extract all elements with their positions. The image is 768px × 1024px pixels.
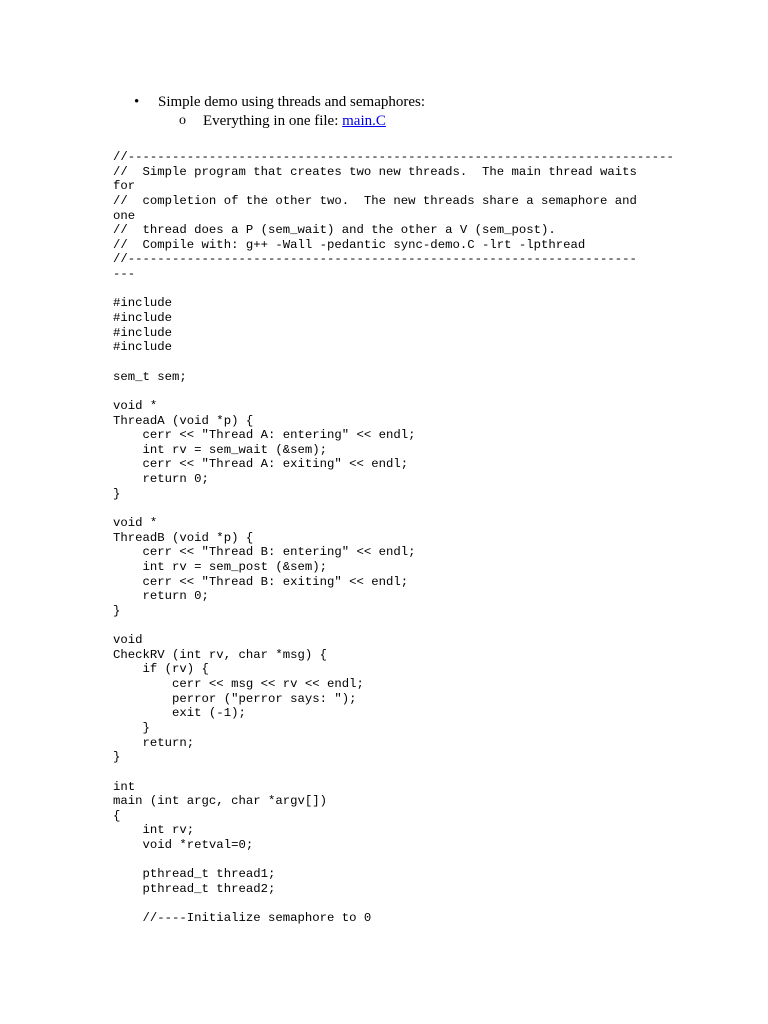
code-line: cerr << "Thread A: entering" << endl;	[113, 428, 416, 443]
code-listing	[113, 150, 673, 926]
bullet-item-text: Simple demo using threads and semaphores:	[158, 94, 426, 110]
code-line	[113, 282, 673, 297]
main-c-link[interactable]: main.C	[342, 113, 386, 129]
code-line: ThreadB (void *p) {	[113, 530, 254, 545]
code-line: exit (-1);	[113, 706, 246, 721]
code-line: cerr << "Thread B: exiting" << endl;	[113, 574, 409, 589]
code-line: #include	[113, 340, 173, 355]
code-line: int rv;	[113, 823, 195, 838]
code-line: //---------------------------------------------------------------------	[113, 252, 637, 267]
code-line: void	[113, 633, 143, 648]
bullet-circle-icon: o	[179, 113, 186, 128]
code-line: ---	[113, 267, 136, 282]
code-line: return 0;	[113, 472, 209, 487]
code-line: }	[113, 720, 150, 735]
code-line: sem_t sem;	[113, 369, 187, 384]
code-line: return;	[113, 735, 195, 750]
code-line: void *retval=0;	[113, 838, 254, 853]
code-line: for	[113, 179, 136, 194]
code-line: //--------------------------------------------------------------------------	[113, 150, 674, 164]
code-line: if (rv) {	[113, 662, 209, 677]
code-line: // completion of the other two. The new threads share a semaphore and	[113, 193, 637, 208]
code-line: void *	[113, 398, 158, 413]
code-line: // Simple program that creates two new threads. The main thread waits	[113, 164, 637, 179]
code-line: int rv = sem_post (&sem);	[113, 559, 328, 574]
code-line: main (int argc, char *argv[])	[113, 794, 328, 809]
code-line	[113, 355, 673, 370]
bullet-disc-icon: •	[134, 94, 140, 110]
code-line: }	[113, 603, 121, 618]
code-line: //----Initialize semaphore to 0	[113, 911, 372, 926]
code-line: one	[113, 208, 136, 223]
code-line: int	[113, 779, 136, 794]
code-line: return 0;	[113, 589, 209, 604]
code-line: void *	[113, 516, 158, 531]
code-line: CheckRV (int rv, char *msg) {	[113, 647, 328, 662]
subitem-prefix: Everything in one file:	[203, 113, 343, 129]
code-line: perror ("perror says: ");	[113, 691, 357, 706]
code-line: int rv = sem_wait (&sem);	[113, 442, 328, 457]
code-line: pthread_t thread1;	[113, 867, 276, 882]
code-line: cerr << "Thread A: exiting" << endl;	[113, 457, 409, 472]
code-line	[113, 765, 673, 780]
code-line	[113, 501, 673, 516]
code-line: cerr << "Thread B: entering" << endl;	[113, 545, 416, 560]
code-line: #include	[113, 296, 173, 311]
code-line	[113, 619, 673, 634]
code-line: {	[113, 808, 121, 823]
code-line: #include	[113, 311, 173, 326]
code-line	[113, 853, 673, 868]
code-line: cerr << msg << rv << endl;	[113, 677, 364, 692]
code-line	[113, 897, 673, 912]
code-line: }	[113, 750, 121, 765]
bullet-subitem-text	[203, 112, 386, 131]
code-line: // Compile with: g++ -Wall -pedantic sync-demo.C -lrt -lpthread	[113, 237, 586, 252]
code-line: #include	[113, 325, 173, 340]
code-line: ThreadA (void *p) {	[113, 413, 254, 428]
code-line: pthread_t thread2;	[113, 882, 276, 897]
code-line: }	[113, 486, 121, 501]
code-line	[113, 384, 673, 399]
code-line: // thread does a P (sem_wait) and the other a V (sem_post).	[113, 223, 556, 238]
